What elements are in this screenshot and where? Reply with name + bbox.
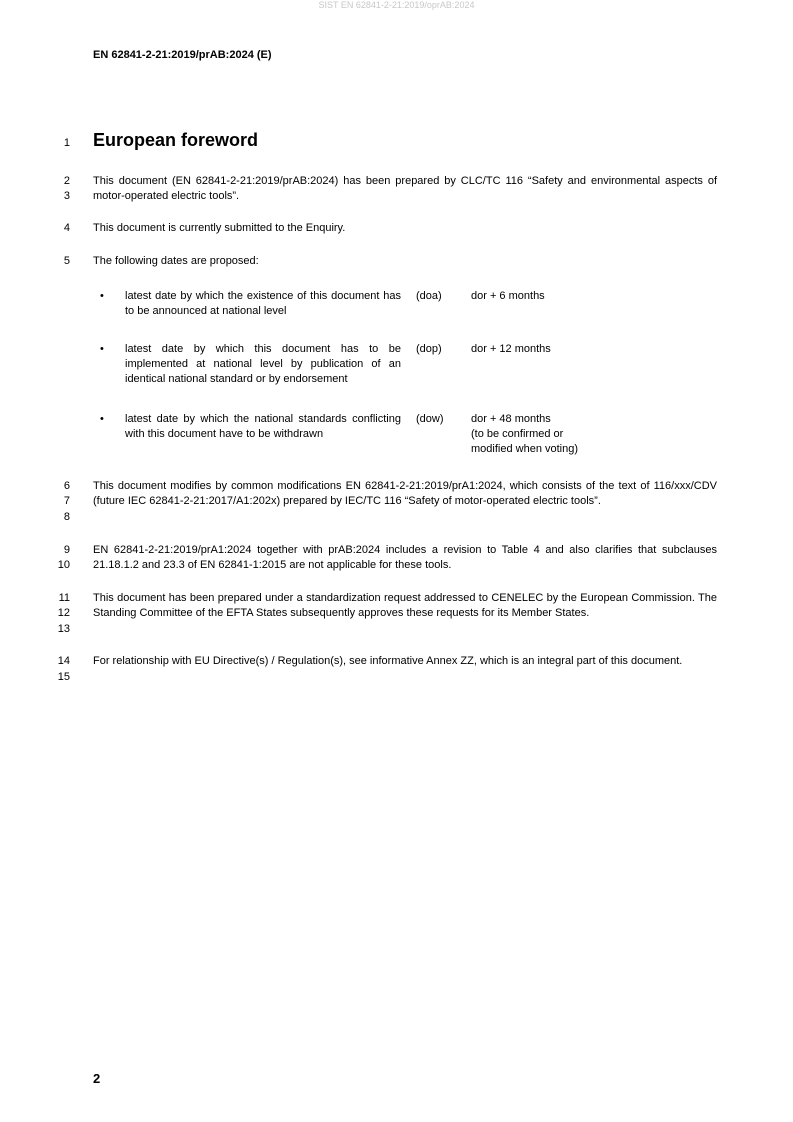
line-number: 8 <box>63 511 70 523</box>
running-header: EN 62841-2-21:2019/prAB:2024 (E) <box>93 49 272 61</box>
intro-paragraph: This document (EN 62841-2-21:2019/prAB:2024) has been prepared by CLC/TC 116 “Safety and environmental aspects of motor-operated electric tools”. <box>93 175 717 202</box>
relationship-paragraph: For relationship with EU Directive(s) / Regulation(s), see informative Annex ZZ, which is an integral part of this document. <box>93 655 683 667</box>
date-description: latest date by which the national standards conflicting with this document have to be withdrawn <box>125 413 401 440</box>
bullet: • <box>100 413 104 425</box>
line-number: 11 <box>58 592 70 604</box>
line-number: 13 <box>57 623 70 635</box>
bullet: • <box>100 290 104 302</box>
line-number: 2 <box>63 175 70 187</box>
line-number: 9 <box>63 544 70 556</box>
dates-intro-paragraph: The following dates are proposed: <box>93 255 259 267</box>
date-abbreviation: (dop) <box>416 343 442 355</box>
line-number: 6 <box>63 480 70 492</box>
line-number: 5 <box>63 255 70 267</box>
line-number: 14 <box>57 655 70 667</box>
date-abbreviation: (dow) <box>416 413 444 425</box>
date-value <box>471 342 631 357</box>
date-value-line: dor + 6 months <box>471 290 545 302</box>
date-description: latest date by which this document has to be implemented at national level by publication of an identical national standard or by endorsement <box>125 343 401 385</box>
date-value-line: dor + 48 months <box>471 413 551 425</box>
date-value-line: dor + 12 months <box>471 343 551 355</box>
line-number: 12 <box>57 607 70 619</box>
enquiry-paragraph: This document is currently submitted to the Enquiry. <box>93 222 346 234</box>
line-number: 7 <box>63 495 70 507</box>
date-value <box>471 412 631 457</box>
standardization-request-paragraph: This document has been prepared under a standardization request addressed to CENELEC by the European Commission. The Standing Committee of the EFTA States subsequently approves these requests for its Member States. <box>93 592 717 619</box>
date-value <box>471 289 631 304</box>
line-number: 3 <box>63 190 70 202</box>
modifies-paragraph: This document modifies by common modifications EN 62841-2-21:2019/prA1:2024, which consists of the text of 116/xxx/CDV (future IEC 62841-2-21:2017/A1:202x) prepared by IEC/TC 116 “Safety of motor-operated electric tools”. <box>93 480 717 507</box>
date-value-line: modified when voting) <box>471 443 579 455</box>
line-number: 4 <box>63 222 70 234</box>
revision-paragraph: EN 62841-2-21:2019/prA1:2024 together with prAB:2024 includes a revision to Table 4 and also clarifies that subclauses 21.18.1.2 and 23.3 of EN 62841-1:2015 are not applicable for these tools. <box>93 544 717 571</box>
date-value-line: (to be confirmed or <box>471 428 564 440</box>
page-number: 2 <box>93 1071 101 1086</box>
watermark: SIST EN 62841-2-21:2019/oprAB:2024 <box>318 0 475 10</box>
line-number: 10 <box>57 559 70 571</box>
date-description: latest date by which the existence of this document has to be announced at national level <box>125 290 401 317</box>
date-abbreviation: (doa) <box>416 290 442 302</box>
line-number: 15 <box>57 671 70 683</box>
section-heading: European foreword <box>93 130 259 150</box>
line-number: 1 <box>63 137 70 149</box>
bullet: • <box>100 343 104 355</box>
